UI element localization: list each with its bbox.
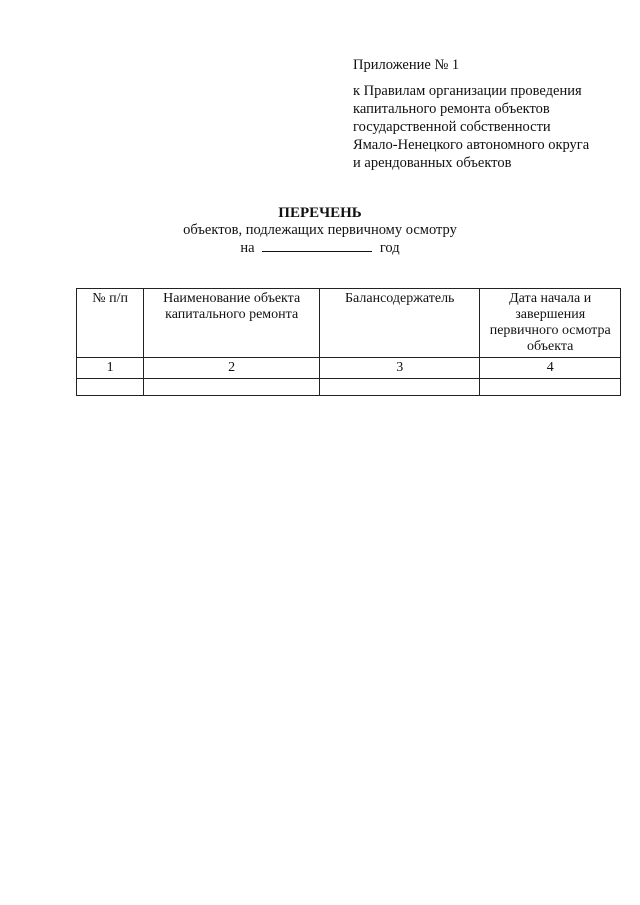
date-line [0, 239, 640, 257]
header-number: № п/п [77, 289, 144, 358]
appendix-line: капитального ремонта объектов [353, 101, 550, 117]
header-inspection-dates: Дата начала и завершения первичного осмотра объекта [480, 289, 621, 358]
appendix-title: Приложение № 1 [353, 57, 460, 73]
document-title: ПЕРЕЧЕНЬ [278, 205, 362, 221]
appendix-block [353, 56, 623, 172]
table-cell [144, 379, 320, 396]
objects-table [76, 288, 621, 396]
appendix-line: Ямало-Ненецкого автономного округа [353, 137, 590, 153]
table-cell [480, 379, 621, 396]
table-cell: 2 [144, 358, 320, 379]
table-numbering-row [77, 358, 621, 379]
table-header-row [77, 289, 621, 358]
header-balance-holder: Балансодержатель [320, 289, 480, 358]
date-prefix: на [240, 240, 255, 256]
table-cell [320, 379, 480, 396]
table-cell [77, 379, 144, 396]
table-cell: 4 [480, 358, 621, 379]
appendix-line: к Правилам организации проведения [353, 83, 582, 99]
table-cell: 1 [77, 358, 144, 379]
date-suffix: год [379, 240, 400, 256]
table-row [77, 379, 621, 396]
document-heading [0, 204, 640, 257]
document-subtitle: объектов, подлежащих первичному осмотру [183, 222, 457, 238]
appendix-line: государственной собственности [353, 119, 551, 135]
table-cell: 3 [320, 358, 480, 379]
appendix-line: и арендованных объектов [353, 155, 512, 171]
date-blank-field [262, 239, 372, 252]
header-object-name: Наименование объекта капитального ремонта [144, 289, 320, 358]
